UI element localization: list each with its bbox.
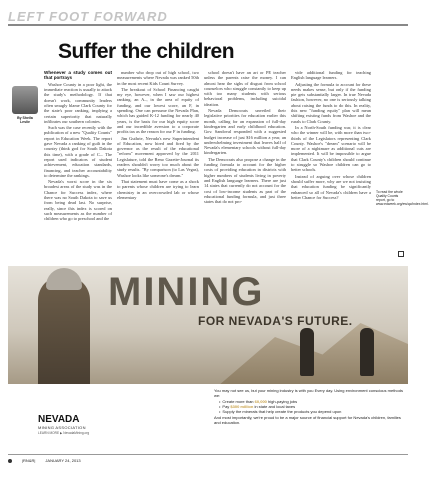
logo-name: NEVADA xyxy=(38,414,80,425)
worker-figure xyxy=(360,328,374,376)
logo-url: LEARN MORE ▶ NevadaMining.org xyxy=(38,431,90,435)
paragraph: The Democrats also propose a change in the funding formula to account for the higher costs of providing education in districts with higher numbers of students living in poverty and English language learners. There are just 14 states that currently do not account for the cost of low-income students as part of the educational funding formula, and just three states that do not pro- xyxy=(204,156,286,205)
paragraph: Washoe County in a poor light, the immediate reaction is usually to attack the study's methodology. If that doesn't work, community leaders often smugly blame Clark County for the state's poor ranking, implying a certain superiority that naturally infiltrates our southern colonies. xyxy=(44,81,112,124)
ad-copy xyxy=(214,388,404,425)
nevada-mining-logo xyxy=(38,414,138,435)
paragraph: Adjusting the formula to account for these needs makes sense, but only if the funding pie gets substantially larger. In true Nevada fashion, however, no one is seriously talking about raising the funds to do this. In reality, this new "funding equity" plan will mean shifting existing funds from Washoe and the rurals to Clark County. xyxy=(291,81,371,124)
masthead xyxy=(8,8,408,26)
paragraph: Jim Guthrie, Nevada's new Superintendent of Education, now hired and fired by the governor as the result of the educational "reform" movement approved by the 2011 Legislature, told the Reno Gazette-Journal its readers shouldn't worry too much about the study results. "By comparison (to Las Vegas), Washoe looks like someone's dream." xyxy=(117,135,199,178)
circle-icon xyxy=(8,459,12,463)
article-column-1 xyxy=(44,70,112,223)
ad-bullet: • Supply the minerals that help create the products you depend upon xyxy=(219,409,404,414)
paragraph: Nevada Democrats unveiled their legislative priorities for education earlier this month, calling for an expansion of full-day kindergarten and early childhood education. Gov. Sandoval responded with a suggested budget increase of just $16 million a year, an underwhelming investment that leaves half of Nevada's elementary schools without full-day kindergarten. xyxy=(204,108,286,156)
paragraph: Such was the case recently with the publication of a new "Quality Counts" report in Education Week. The report gave Nevada a ranking of guilt in the country (think god for South Dakota this time), with a grade of C–. The report used indicators of student achievement, education standards, financing, and teacher accountability to determine the rankings. xyxy=(44,125,112,178)
ad-bullet: • Create more than 60,000 high-paying jobs xyxy=(219,399,404,404)
article-headline: Suffer the children xyxy=(58,40,235,63)
worker-figure xyxy=(300,328,314,376)
page-footer xyxy=(8,454,408,463)
article-column-4 xyxy=(291,70,371,201)
paragraph: In a North-South funding war, it is clear who the winner will be, with more than two-thirds of the Legislators representing Clark County. Washoe's "dream" scenario will be more of a nightmare as additional cuts are implemented. It will be impossible to argue that Clark County's children should continue to struggle so Washoe children can go to better schools. xyxy=(291,124,371,173)
ad-subtitle: FOR NEVADA'S FUTURE. xyxy=(198,314,353,328)
ad-bullet: • Pay $300 million in state and local taxes xyxy=(219,404,404,409)
masthead-title: LEFT FOOT FORWARD xyxy=(8,9,168,24)
byline xyxy=(12,86,38,124)
paragraph: The breakout of School Financing caught my eye, however, when I saw our highest ranking, an A–, in the area of equity of funding, and our lowest score, an F, in spending. One can presume the Nevada Plan, which has guided K-12 funding for nearly 40 years, is the basis for our high equity score and our incredible aversion to a corporate profits tax as the reason for our F in funding. xyxy=(117,86,199,135)
paragraph: That statement must have come as a shock to parents whose children are trying to learn chemistry in an overcrowded lab or whose elementary xyxy=(117,178,199,200)
paragraph: vide additional funding for teaching English language learners. xyxy=(291,70,371,81)
end-of-article-mark xyxy=(398,251,404,257)
paragraph: number who drop out of high school, two measurements where Nevada was ranked 50th in the most recent Kids Count Survey. xyxy=(117,70,199,86)
ad-title: MINING xyxy=(108,270,265,314)
logo-subtitle: MINING ASSOCIATION xyxy=(38,425,86,430)
paragraph: Instead of arguing over whose children should suffer more, why are we not insisting that education funding be significantly enhanced so all of Nevada's children have a better Chance for Success? xyxy=(291,173,371,200)
publication-name: |RN&R| xyxy=(22,458,36,463)
sidebar-note: To read the whole Quality Counts report, go to www.edweek.org/ew/qc/index.html. xyxy=(376,190,429,206)
paragraph: Nevada's worst score in the six broadest areas of the study was in the Chance for Success index, where there was no South Dakota to save us from being dead last. No surprise, really, since this index is scored on such measurements as the number of children who go to preschool and the xyxy=(44,179,112,222)
ad-closing: And most importantly, we're proud to be a major source of financial support for Nevada's children, families and education. xyxy=(214,415,401,425)
author-photo xyxy=(12,86,38,114)
mining-advertisement xyxy=(8,266,408,450)
article-deck: Whenever a study comes out that portrays xyxy=(44,70,112,81)
article-column-3 xyxy=(204,70,286,205)
ad-bullet-list xyxy=(214,399,404,414)
article-column-2 xyxy=(117,70,199,201)
ad-intro: You may not see us, but your mining industry is with you Every day. Using environment conscious methods we: xyxy=(214,388,403,398)
issue-date: JANUARY 24, 2013 xyxy=(45,458,81,463)
byline-text: By Sheila Leslie xyxy=(17,116,33,124)
ad-bottom-panel xyxy=(8,384,408,450)
paragraph: school doesn't have an art or PE teacher unless the parents raise the money. I can almost hear the sighs of disgust from school counselors who struggle constantly to keep up with too many students with serious behavioral problems, including suicidal ideation. xyxy=(204,70,286,107)
